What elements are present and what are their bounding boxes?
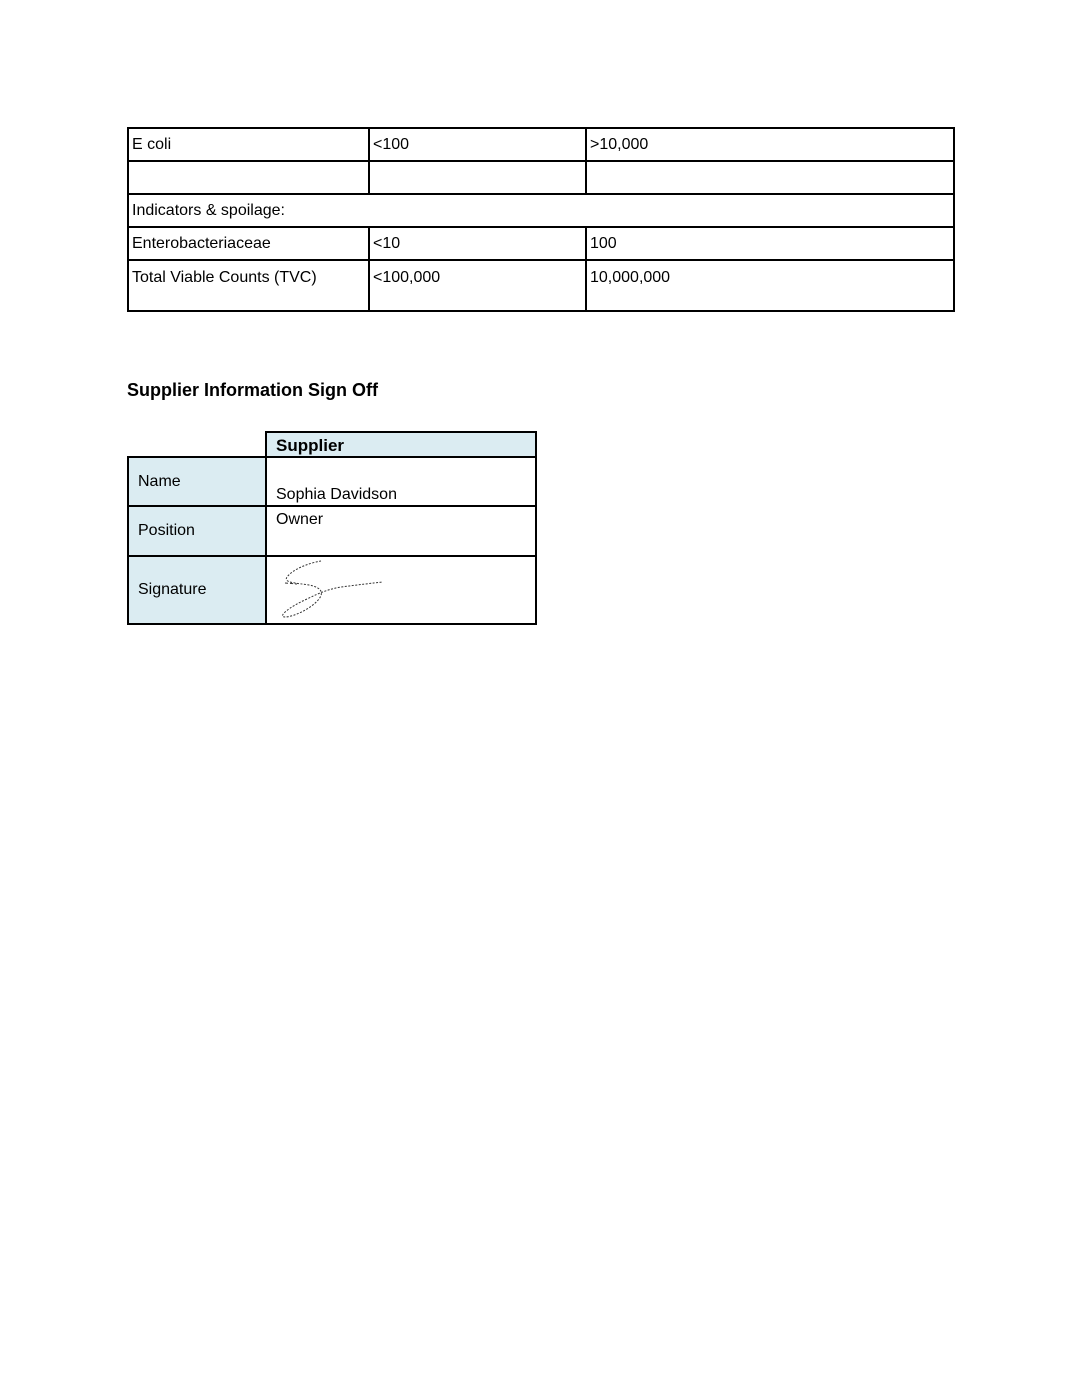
signature-label-text: Signature xyxy=(138,581,207,598)
target-cell: <100,000 xyxy=(369,260,586,311)
organism-cell: E coli xyxy=(128,128,369,161)
table-row xyxy=(128,161,954,194)
name-label xyxy=(127,456,267,507)
signature-field xyxy=(265,555,537,625)
limit-cell: 100 xyxy=(586,227,954,260)
handwritten-signature xyxy=(279,559,389,623)
microbiology-table xyxy=(127,127,955,312)
supplier-header: Supplier xyxy=(265,431,537,458)
signoff-title: Supplier Information Sign Off xyxy=(127,380,378,400)
target-cell: <10 xyxy=(369,227,586,260)
position-label xyxy=(127,505,267,557)
table-section-row xyxy=(128,194,954,227)
name-label-text: Name xyxy=(138,472,181,490)
organism-cell: Enterobacteriaceae xyxy=(128,227,369,260)
section-heading-cell: Indicators & spoilage: xyxy=(128,194,954,227)
target-cell xyxy=(369,161,586,194)
limit-cell: 10,000,000 xyxy=(586,260,954,311)
table-row xyxy=(128,227,954,260)
signoff-table xyxy=(127,431,537,626)
limit-cell xyxy=(586,161,954,194)
organism-cell xyxy=(128,161,369,194)
name-value-text: Sophia Davidson xyxy=(276,486,397,503)
position-label-text: Position xyxy=(138,522,195,539)
target-cell: <100 xyxy=(369,128,586,161)
table-row xyxy=(128,128,954,161)
organism-cell: Total Viable Counts (TVC) xyxy=(128,260,369,311)
position-value: Owner xyxy=(265,505,537,557)
table-row xyxy=(128,260,954,311)
name-value xyxy=(265,456,537,507)
signature-label xyxy=(127,555,267,625)
limit-cell: >10,000 xyxy=(586,128,954,161)
